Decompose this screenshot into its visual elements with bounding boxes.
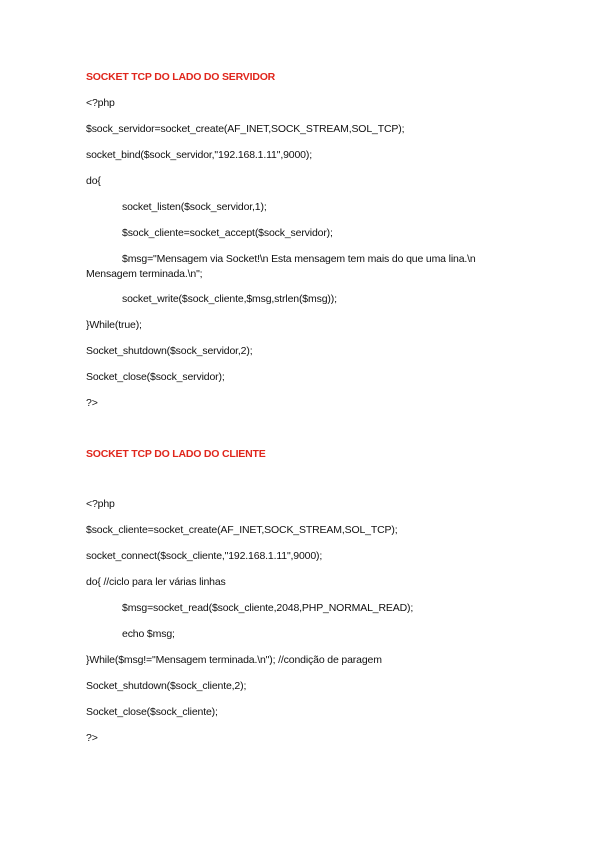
client-section-title: SOCKET TCP DO LADO DO CLIENTE <box>86 448 266 460</box>
client-code-line: $msg=socket_read($sock_cliente,2048,PHP_NORMAL_READ); <box>122 602 414 614</box>
server-code-line: Socket_close($sock_servidor); <box>86 371 225 383</box>
client-code-line: Socket_close($sock_cliente); <box>86 706 218 718</box>
server-code-line: socket_write($sock_cliente,$msg,strlen($msg)); <box>122 293 337 305</box>
client-code-line: $sock_cliente=socket_create(AF_INET,SOCK_STREAM,SOL_TCP); <box>86 524 398 536</box>
server-code-line: }While(true); <box>86 319 142 331</box>
client-code-line: echo $msg; <box>122 628 175 640</box>
client-code-line: }While($msg!="Mensagem terminada.\n"); //condição de paragem <box>86 654 382 666</box>
server-code-line: ?> <box>86 397 98 409</box>
server-code-line-wrapped: $msg="Mensagem via Socket!\n Esta mensagem tem mais do que uma lina.\n Mensagem terminada.\n"; <box>86 253 476 280</box>
client-code-line: do{ //ciclo para ler várias linhas <box>86 576 226 588</box>
server-code-line: $sock_servidor=socket_create(AF_INET,SOCK_STREAM,SOL_TCP); <box>86 123 405 135</box>
server-code-line: $sock_cliente=socket_accept($sock_servidor); <box>122 227 333 239</box>
server-code-line: do{ <box>86 175 101 187</box>
client-code-line: <?php <box>86 498 115 510</box>
server-code-line: socket_bind($sock_servidor,"192.168.1.11",9000); <box>86 149 312 161</box>
client-code-line: Socket_shutdown($sock_cliente,2); <box>86 680 247 692</box>
server-section-title: SOCKET TCP DO LADO DO SERVIDOR <box>86 71 276 83</box>
server-code-line: <?php <box>86 97 115 109</box>
server-code-line: Socket_shutdown($sock_servidor,2); <box>86 345 253 357</box>
client-code-line: ?> <box>86 732 98 744</box>
client-code-line: socket_connect($sock_cliente,"192.168.1.11",9000); <box>86 550 323 562</box>
server-code-line: socket_listen($sock_servidor,1); <box>122 201 267 213</box>
